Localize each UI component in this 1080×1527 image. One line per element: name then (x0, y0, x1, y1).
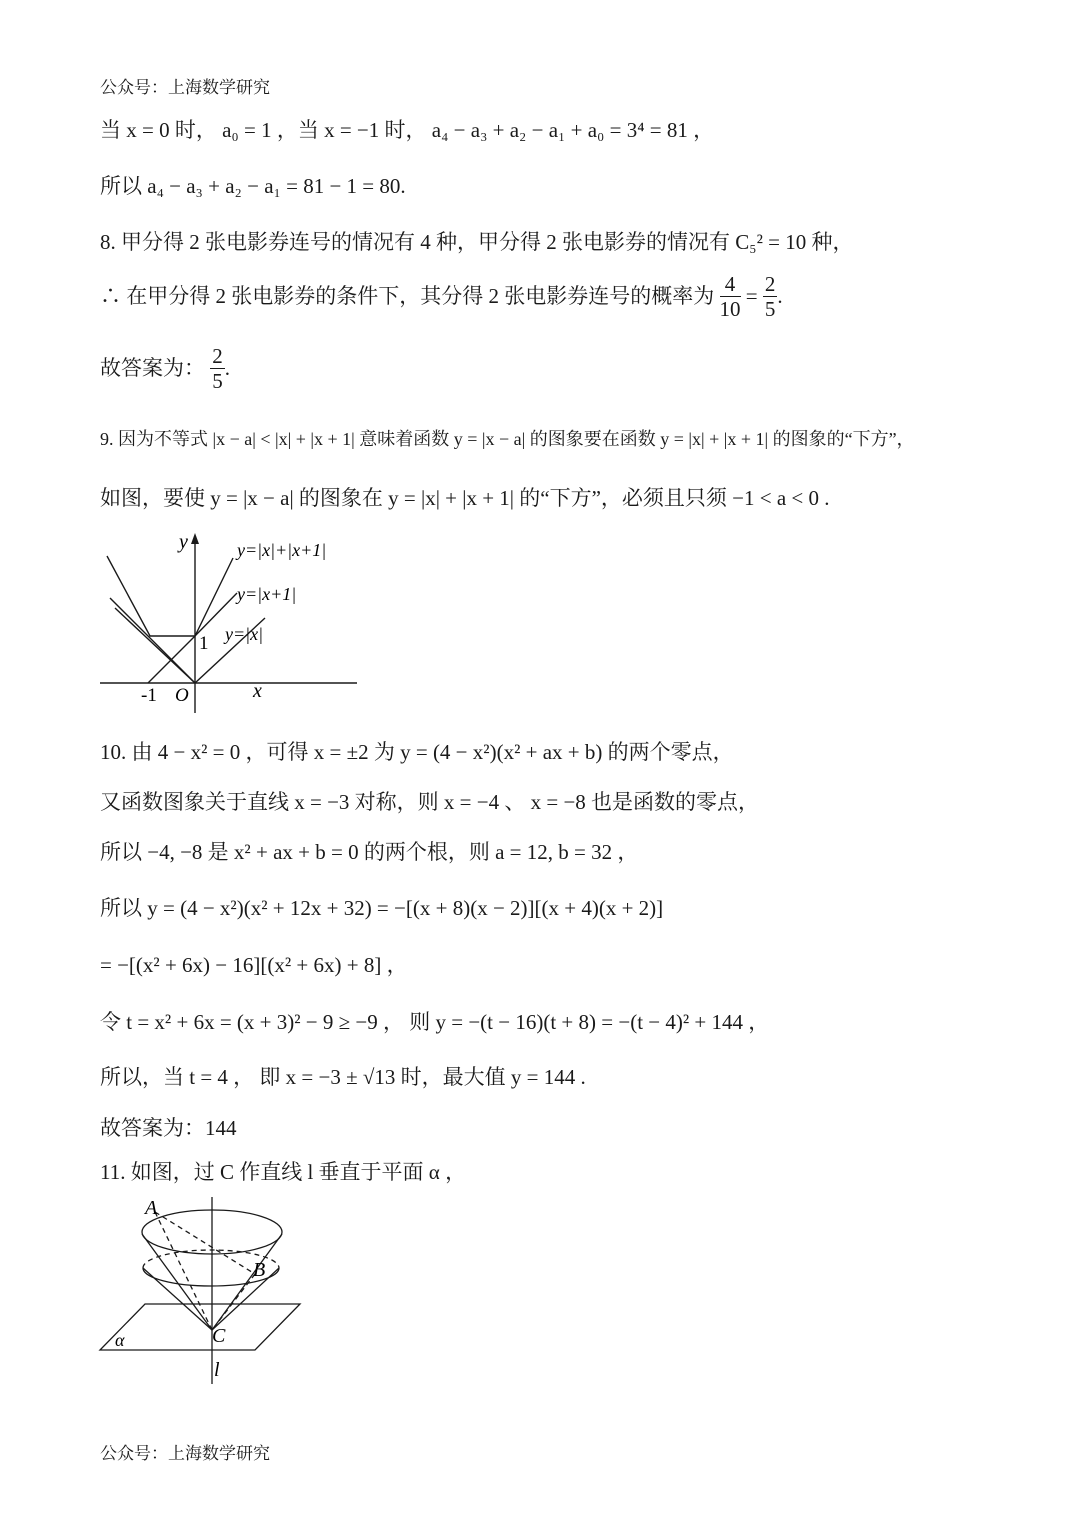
fraction-4-10 (720, 272, 741, 321)
absolute-value-graph (95, 528, 375, 718)
cone-diagram (95, 1192, 310, 1392)
plane-alpha-label: α (115, 1330, 125, 1350)
curve2-label: y=|x+1| (237, 584, 297, 604)
x-axis-label: x (253, 680, 262, 702)
one-label: 1 (199, 633, 209, 654)
line-8: 10. 由 4 − x² = 0 ，可得 x = ±2 为 y = (4 − x²)(x² + ax + b) 的两个零点， (100, 740, 734, 764)
curve-abs-x (115, 608, 265, 683)
line-15: 故答案为：144 (100, 1116, 237, 1140)
segment-ac (155, 1212, 212, 1330)
curve-abs-x-plus-1-right (148, 593, 237, 683)
curve-sum (107, 556, 233, 636)
plane-alpha (100, 1304, 300, 1350)
line-16: 11. 如图，过 C 作直线 l 垂直于平面 α ， (100, 1160, 467, 1184)
line-14: 所以，当 t = 4 ， 即 x = −3 ± √13 时，最大值 y = 144 . (100, 1065, 586, 1089)
line-2: 所以 a₄ − a₃ + a₂ − a₁ = 81 − 1 = 80. (100, 174, 406, 198)
upper-cone-right-edge (212, 1234, 282, 1330)
curve3-label: y=|x| (225, 624, 264, 644)
y-axis-label: y (179, 531, 188, 553)
line-4: ∴ 在甲分得 2 张电影券的条件下，其分得 2 张电影券连号的概率为 $\frac{4}{10}$ = $\frac{2}{5}$ . (100, 272, 783, 322)
point-c-label: C (212, 1325, 226, 1347)
line-l-label: l (214, 1359, 220, 1381)
line-4-text: ∴ 在甲分得 2 张电影券的条件下，其分得 2 张电影券连号的概率为 (100, 284, 715, 309)
segment-ab (155, 1212, 255, 1274)
answer-fraction (210, 344, 225, 393)
answer-label: 故答案为： (100, 356, 205, 381)
curve-abs-x-plus-1-left (110, 598, 195, 683)
header-text: 公众号：上海数学研究 (100, 78, 270, 98)
origin-label: O (175, 685, 189, 706)
fraction-denominator: 5 (212, 369, 223, 394)
line-10: 所以 −4, −8 是 x² + ax + b = 0 的两个根，则 a = 12, b = 32 ， (100, 840, 639, 864)
line-13: 令 t = x² + 6x = (x + 3)² − 9 ≥ −9 ， 则 y = −(t − 16)(t + 8) = −(t − 4)² + 144 ， (100, 1010, 770, 1034)
lower-cone-left-edge (143, 1268, 212, 1330)
line-5: 故答案为： $\frac{2}{5}$ . (100, 344, 230, 394)
line-11: 所以 y = (4 − x²)(x² + 12x + 32) = −[(x + 8)(x − 2)][(x + 4)(x + 2)] (100, 896, 664, 920)
line-1: 当 x = 0 时， a₀ = 1 ，当 x = −1 时， a₄ − a₃ + a₂ − a₁ + a₀ = 3⁴ = 81 ， (100, 118, 715, 142)
line-3: 8. 甲分得 2 张电影券连号的情况有 4 种，甲分得 2 张电影券的情况有 C₅² = 10 种， (100, 230, 854, 254)
upper-cone-left-edge (142, 1234, 212, 1330)
line-9: 又函数图象关于直线 x = −3 对称，则 x = −4 、 x = −8 也是函数的零点， (100, 790, 760, 814)
fraction-numerator: 4 (720, 272, 741, 297)
lower-cone-right-edge (212, 1268, 279, 1330)
point-a-label: A (145, 1197, 158, 1219)
footer-text: 公众号：上海数学研究 (100, 1444, 270, 1464)
fraction-denominator: 10 (719, 297, 741, 322)
line-6: 9. 因为不等式 |x − a| < |x| + |x + 1| 意味着函数 y = |x − a| 的图象要在函数 y = |x| + |x + 1| 的图象的“下方”， (100, 429, 915, 449)
point-b-label: B (253, 1259, 266, 1281)
fraction-numerator: 2 (764, 272, 776, 296)
neg-one-label: -1 (141, 685, 157, 706)
curve1-label: y=|x|+|x+1| (237, 540, 327, 560)
y-axis-arrow (191, 533, 199, 544)
fraction-numerator: 2 (212, 344, 223, 368)
line-12: = −[(x² + 6x) − 16][(x² + 6x) + 8] ， (100, 953, 408, 977)
fraction-2-5 (763, 272, 778, 321)
line-7: 如图，要使 y = |x − a| 的图象在 y = |x| + |x + 1| 的“下方”，必须且只须 −1 < a < 0 . (100, 486, 830, 510)
fraction-denominator: 5 (764, 297, 776, 322)
